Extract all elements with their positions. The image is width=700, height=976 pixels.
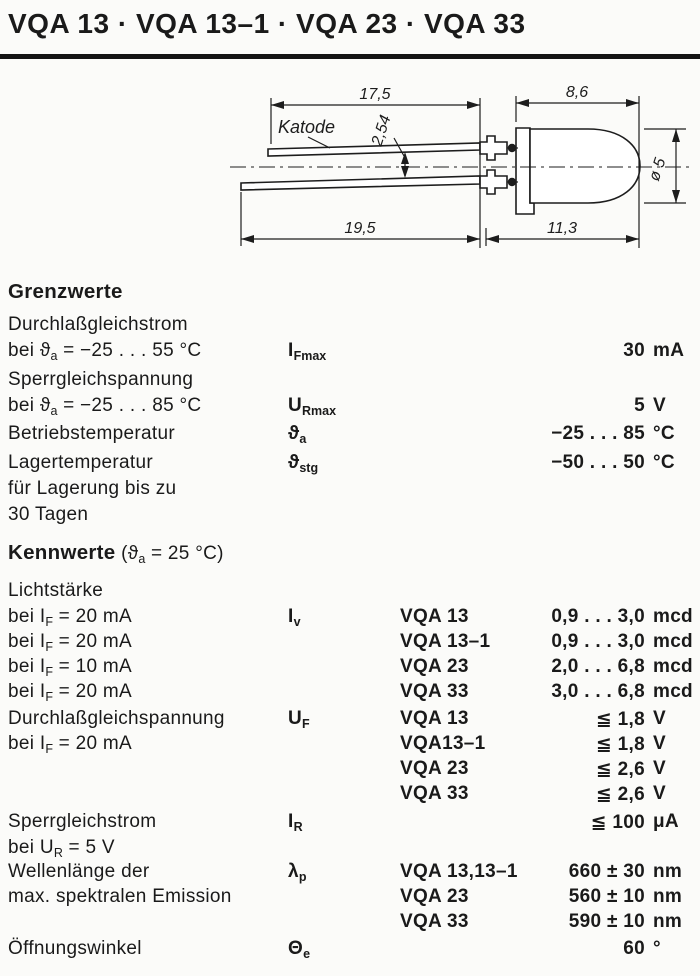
value: ≦ 2,6 [595, 784, 645, 805]
unit: V [653, 783, 666, 804]
anode-crimp [480, 170, 507, 194]
device-name: VQA 33 [400, 783, 469, 804]
spec-row-uf-2 [0, 733, 700, 759]
unit: mcd [653, 681, 693, 702]
spec-row-iv-4 [0, 681, 700, 707]
value: 30 [623, 340, 645, 361]
unit: V [653, 733, 666, 754]
symbol: $\Theta_e$ [288, 938, 311, 961]
unit: °C [653, 452, 675, 473]
param-name: Sperrgleichstrom [8, 811, 157, 832]
arrowhead [672, 129, 680, 142]
spec-row-uf-1 [0, 708, 700, 734]
unit: mcd [653, 631, 693, 652]
symbol: $I_R$ [288, 811, 303, 834]
device-name: VQA13–1 [400, 733, 486, 754]
unit: °C [653, 423, 675, 444]
value: 590 ± 10 [568, 911, 645, 932]
unit: ° [653, 938, 661, 959]
value: ≦ 2,6 [595, 759, 645, 780]
device-name: VQA 23 [400, 758, 469, 779]
unit: mcd [653, 606, 693, 627]
dim-label-2-54: 2,54 [368, 113, 395, 149]
spec-row-lambda-3 [0, 911, 700, 937]
value: ≦ 1,8 [595, 734, 645, 755]
led-body [530, 129, 640, 203]
value: ≦ 100 [590, 812, 645, 833]
katode-leader-line [308, 137, 330, 148]
value: 5 [634, 395, 645, 416]
value: 2,0 . . . 6,8 [551, 656, 645, 677]
spec-row-iv-2 [0, 631, 700, 657]
spec-row-oeffnungswinkel [0, 938, 700, 964]
param-condition: bei $I_F = 20$ mA [8, 606, 133, 629]
value: −25 . . . 85 [551, 423, 645, 444]
spec-row-lagertemperatur-line2 [0, 478, 700, 504]
spec-row-lagertemperatur [0, 452, 700, 478]
device-name: VQA 33 [400, 681, 469, 702]
arrowhead [271, 101, 284, 109]
anode-lead [241, 176, 480, 190]
param-name-continued: für Lagerung bis zu [8, 478, 177, 499]
param-name: Öffnungswinkel [8, 938, 142, 959]
cathode-crimp [480, 136, 507, 160]
spec-row-betriebstemperatur [0, 423, 700, 449]
spec-row-ir-condition [0, 837, 700, 863]
param-name: Wellenlänge der [8, 861, 150, 882]
device-name: VQA 23 [400, 656, 469, 677]
cathode-seal-dot [508, 144, 516, 152]
section-heading-kennwerte: Kennwerte ($ϑ_a = 25$ °C) [8, 541, 224, 566]
spec-row-lambda-2 [0, 886, 700, 912]
unit: nm [653, 911, 683, 932]
unit: mcd [653, 656, 693, 677]
symbol: $I_v$ [288, 606, 301, 629]
unit: V [653, 395, 666, 416]
param-name-continued: 30 Tagen [8, 504, 89, 525]
arrowhead [241, 235, 254, 243]
dim-label-8-6: 8,6 [565, 84, 589, 101]
unit: nm [653, 861, 683, 882]
anode-seal-dot [508, 178, 516, 186]
value: −50 . . . 50 [551, 452, 645, 473]
param-name: Durchlaßgleichspannung [8, 708, 225, 729]
arrowhead [467, 235, 480, 243]
spec-row-urmax [0, 395, 700, 421]
led-dimension-drawing [178, 76, 700, 271]
arrowhead [486, 235, 499, 243]
device-name: VQA 13–1 [400, 631, 491, 652]
spec-row-iv-1 [0, 606, 700, 632]
device-name: VQA 23 [400, 886, 469, 907]
value: ≦ 1,8 [595, 709, 645, 730]
unit: μA [653, 811, 679, 832]
title-rule [0, 54, 700, 59]
param-condition: bei $I_F = 20$ mA [8, 733, 133, 756]
param-name: Sperrgleichspannung [8, 369, 194, 390]
arrowhead [516, 99, 529, 107]
device-name: VQA 13,13–1 [400, 861, 518, 882]
dim-label-dia-5: ø 5 [646, 155, 670, 184]
dim-label-17-5: 17,5 [359, 86, 391, 103]
spec-row-lambda-1 [0, 861, 700, 887]
symbol: $I_{Fmax}$ [288, 340, 327, 363]
param-name: Lagertemperatur [8, 452, 153, 473]
symbol: $U_F$ [288, 708, 310, 731]
param-name-continued: max. spektralen Emission [8, 886, 232, 907]
katode-label: Katode [278, 117, 336, 137]
dim-label-19-5: 19,5 [344, 220, 376, 237]
spec-row-lichtstaerke-name [0, 580, 700, 606]
param-condition: bei $I_F = 20$ mA [8, 681, 133, 704]
spec-row-iv-3 [0, 656, 700, 682]
symbol: $U_{Rmax}$ [288, 395, 337, 418]
dim-label-11-3: 11,3 [547, 220, 577, 237]
spec-row-uf-3 [0, 758, 700, 784]
param-name: Durchlaßgleichstrom [8, 314, 188, 335]
spec-row-urmax-name [0, 369, 700, 395]
unit: mA [653, 340, 685, 361]
param-name: Betriebstemperatur [8, 423, 175, 444]
device-name: VQA 13 [400, 708, 469, 729]
arrowhead [626, 235, 639, 243]
arrowhead [467, 101, 480, 109]
arrowhead [672, 190, 680, 203]
param-condition: bei $I_F = 20$ mA [8, 631, 133, 654]
symbol: $\lambda_p$ [288, 861, 307, 884]
value: 0,9 . . . 3,0 [551, 606, 645, 627]
spec-row-lagertemperatur-line3 [0, 504, 700, 530]
value: 3,0 . . . 6,8 [551, 681, 645, 702]
unit: nm [653, 886, 683, 907]
arrowhead [626, 99, 639, 107]
unit: V [653, 708, 666, 729]
symbol: $ϑ_a$ [288, 423, 307, 446]
spec-row-ir [0, 811, 700, 837]
value: 0,9 . . . 3,0 [551, 631, 645, 652]
section-heading-grenzwerte: Grenzwerte [8, 280, 123, 303]
unit: V [653, 758, 666, 779]
param-condition: bei $I_F = 10$ mA [8, 656, 133, 679]
spec-row-ifmax [0, 340, 700, 366]
spec-row-uf-4 [0, 783, 700, 809]
param-condition: bei $U_R = 5$ V [8, 837, 115, 860]
value: 660 ± 30 [568, 861, 645, 882]
device-name: VQA 33 [400, 911, 469, 932]
value: 60 [623, 938, 645, 959]
symbol: $ϑ_{stg}$ [288, 452, 319, 475]
page-title: VQA 13 · VQA 13–1 · VQA 23 · VQA 33 [8, 8, 526, 39]
value: 560 ± 10 [568, 886, 645, 907]
arrowhead [401, 166, 409, 178]
param-condition: bei $ϑ_a = -25$ . . . 55 °C [8, 340, 202, 363]
heading-condition: ($ϑ_a = 25$ °C) [115, 543, 224, 566]
param-condition: bei $ϑ_a = -25$ . . . 85 °C [8, 395, 202, 418]
param-name: Lichtstärke [8, 580, 104, 601]
device-name: VQA 13 [400, 606, 469, 627]
spec-row-ifmax-name [0, 314, 700, 340]
